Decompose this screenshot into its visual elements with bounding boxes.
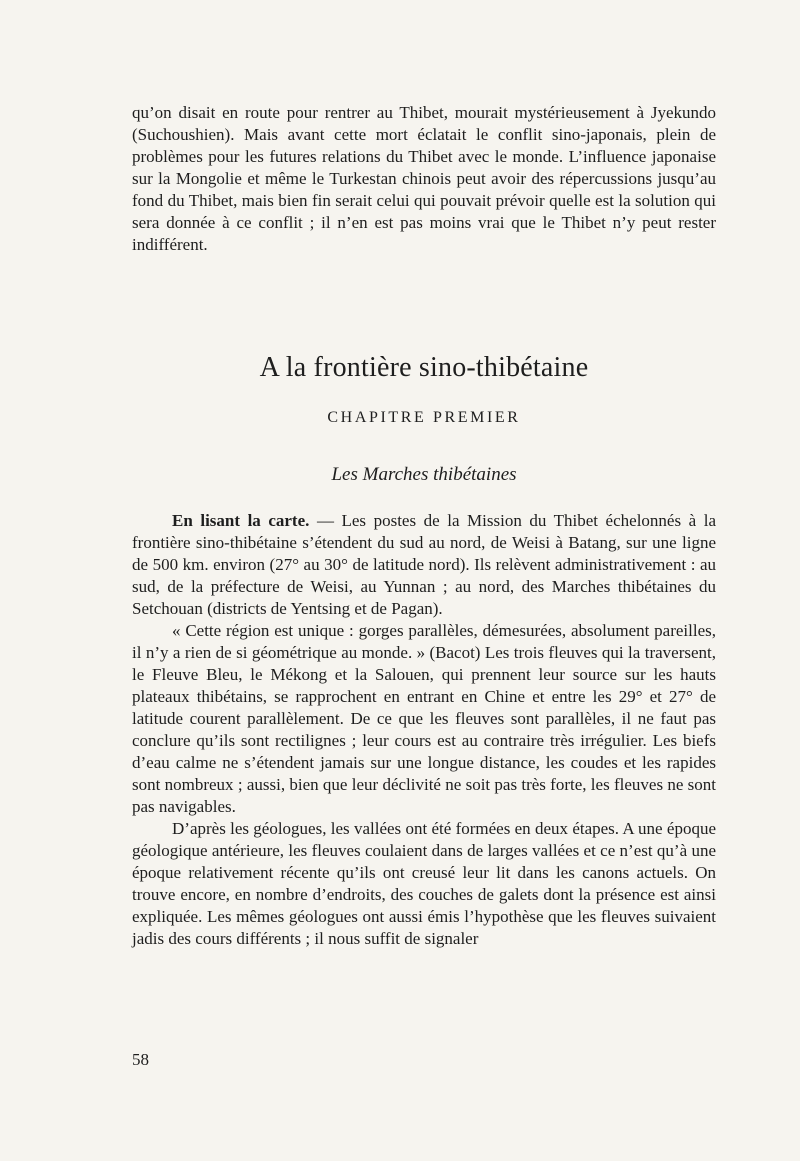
body-text-block	[132, 510, 716, 950]
run-in-heading: En lisant la carte.	[172, 511, 310, 530]
paragraph-region-unique: « Cette région est unique : gorges parallèles, démesurées, absolument pareilles, il n’y a rien de si géométrique au monde. » (Bacot) Les trois fleuves qui la traversent, le Fleuve Bleu, le Mékong et la Salouen, qui prennent leur source sur les hauts plateaux thibétains, se rapprochent en entrant en Chine et entre les 29° et 27° de latitude courent parallèlement. De ce que les fleuves sont parallèles, il ne faut pas conclure qu’ils sont rectilignes ; leur cours est au contraire très irrégulier. Les biefs d’eau calme ne s’étendent jamais sur une longue distance, les coudes et les rapides sont nombreux ; aussi, bien que leur déclivité ne soit pas très forte, les fleuves ne sont pas navigables.	[132, 621, 716, 816]
paragraph-geologues: D’après les géologues, les vallées ont été formées en deux étapes. A une époque géologique antérieure, les fleuves coulaient dans de larges vallées et ce n’est qu’à une époque relativement récente qu’ils ont creusé leur lit dans les canons actuels. On trouve encore, en nombre d’endroits, des couches de galets dont la présence est ainsi expliquée. Les mêmes géologues ont aussi émis l’hypothèse que les fleuves suivaient jadis des cours différents ; il nous suffit de signaler	[132, 819, 716, 948]
paragraph-en-lisant-la-carte	[132, 510, 716, 620]
chapter-subtitle: Les Marches thibétaines	[331, 464, 517, 485]
intro-text-block	[132, 102, 716, 256]
page-number: 58	[132, 1050, 149, 1069]
section-title: A la frontière sino-thibétaine	[259, 352, 589, 383]
intro-paragraph: qu’on disait en route pour rentrer au Thibet, mourait mystérieusement à Jyekundo (Suchoushien). Mais avant cette mort éclatait le conflit sino-japonais, plein de problèmes pour les futures relations du Thibet avec le monde. L’influence japonaise sur la Mongolie et même le Turkestan chinois peut avoir des répercussions jusqu’au fond du Thibet, mais bien fin serait celui qui pouvait prévoir quelle est la solution qui sera donnée à ce conflit ; il n’en est pas moins vrai que le Thibet n’y peut rester indifférent.	[132, 103, 716, 254]
chapter-heading: CHAPITRE PREMIER	[327, 409, 521, 426]
paragraph-text: — Les postes de la Mission du Thibet échelonnés à la frontière sino-thibétaine s’étendent du sud au nord, de Weisi à Batang, sur une ligne de 500 km. environ (27° au 30° de latitude nord). Ils relèvent administrativement : au sud, de la préfecture de Weisi, au Yunnan ; au nord, des Marches thibétaines du Setchouan (districts de Yentsing et de Pagan).	[132, 511, 716, 618]
